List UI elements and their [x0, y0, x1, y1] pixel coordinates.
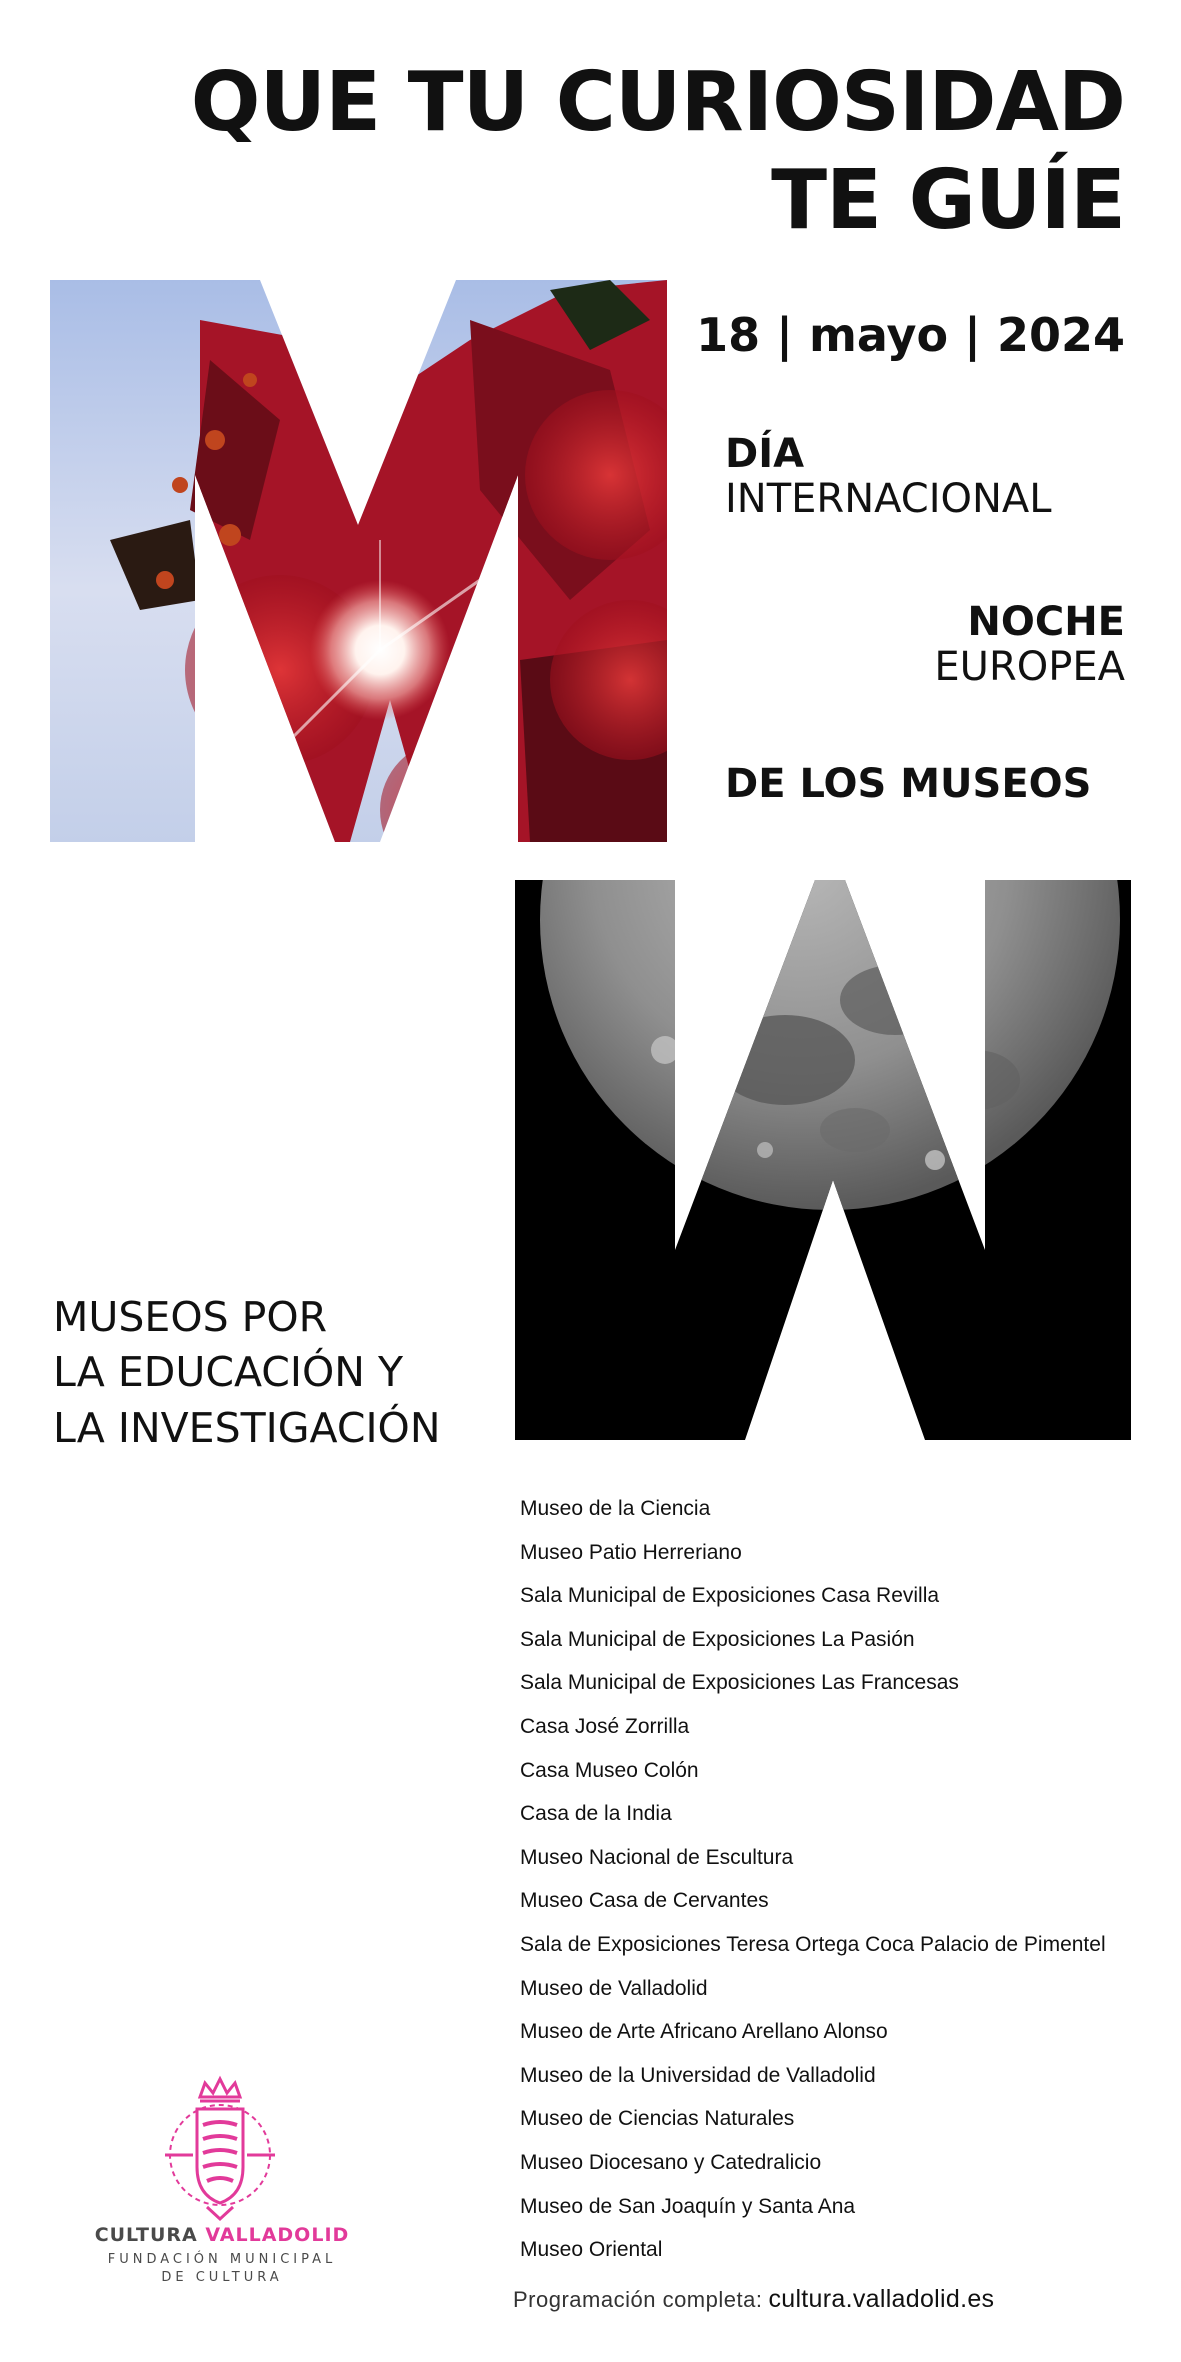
letter-w-image	[515, 880, 1131, 1440]
list-item: Sala Municipal de Exposiciones Las Francesas	[520, 1671, 959, 1695]
list-item: Museo Oriental	[520, 2238, 663, 2262]
list-item: Sala Municipal de Exposiciones La Pasión	[520, 1627, 915, 1651]
list-item: Museo Nacional de Escultura	[520, 1845, 794, 1869]
of-museums-label: DE LOS MUSEOS	[725, 761, 1092, 807]
logo-subtitle-1: FUNDACIÓN MUNICIPAL	[107, 2252, 337, 2267]
international-word: INTERNACIONAL	[725, 475, 1052, 522]
logo-subtitle-2: DE CULTURA	[161, 2270, 283, 2285]
letter-m-image	[50, 280, 667, 842]
european-word: EUROPEA	[934, 643, 1125, 690]
logo-wordmark	[90, 2224, 354, 2246]
list-item: Museo Diocesano y Catedralicio	[520, 2150, 822, 2174]
list-item: Casa José Zorrilla	[520, 1714, 690, 1738]
program-label: Programación completa:	[513, 2287, 763, 2312]
tagline-line-2: LA EDUCACIÓN Y	[53, 1348, 404, 1397]
list-item: Museo de Valladolid	[520, 1976, 708, 2000]
list-item: Museo de Ciencias Naturales	[520, 2107, 795, 2131]
list-item: Museo de la Universidad de Valladolid	[520, 2063, 876, 2087]
international-day-label	[725, 432, 1052, 522]
list-item: Sala de Exposiciones Teresa Ortega Coca Palacio de Pimentel	[520, 1932, 1106, 1956]
program-info	[513, 2285, 994, 2314]
list-item: Museo de San Joaquín y Santa Ana	[520, 2194, 856, 2218]
list-item: Casa Museo Colón	[520, 1758, 699, 1782]
day-word: DÍA	[725, 431, 805, 477]
night-word: NOCHE	[967, 599, 1125, 645]
list-item: Museo de la Ciencia	[520, 1497, 711, 1520]
headline-line-1: QUE TU CURIOSIDAD	[190, 55, 1125, 150]
tagline	[53, 1290, 441, 1456]
crest-icon	[145, 2075, 295, 2225]
program-url[interactable]: cultura.valladolid.es	[768, 2285, 995, 2313]
list-item: Casa de la India	[520, 1802, 672, 1826]
list-item: Museo de Arte Africano Arellano Alonso	[520, 2020, 888, 2044]
headline-line-2: TE GUÍE	[771, 153, 1125, 248]
event-date: 18 | mayo | 2024	[696, 308, 1125, 362]
list-item: Museo Patio Herreriano	[520, 1540, 742, 1564]
logo-word-valladolid: VALLADOLID	[205, 2224, 350, 2246]
list-item: Museo Casa de Cervantes	[520, 1889, 769, 1913]
list-item: Sala Municipal de Exposiciones Casa Revilla	[520, 1584, 940, 1608]
tagline-line-1: MUSEOS POR	[53, 1293, 328, 1341]
european-night-label	[934, 600, 1125, 690]
tagline-line-3: LA INVESTIGACIÓN	[53, 1403, 441, 1452]
logo-word-culture: CULTURA	[94, 2224, 198, 2246]
museum-list	[520, 1487, 1106, 2272]
